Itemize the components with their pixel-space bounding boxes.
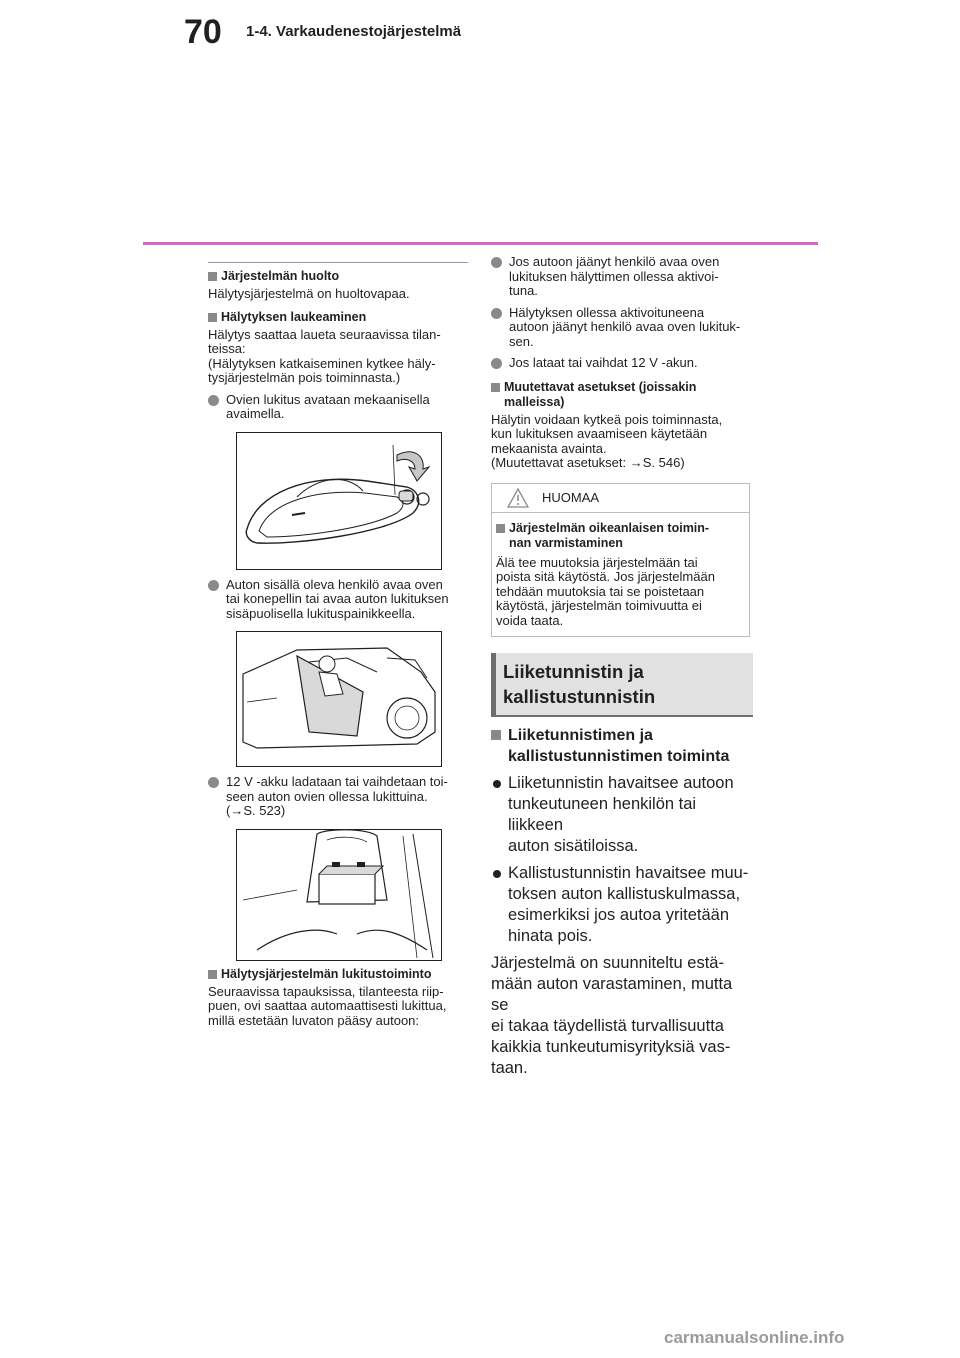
caution-text <box>496 556 743 629</box>
warning-triangle-icon <box>507 488 529 513</box>
text-line: Muutettavat asetukset (joissakin <box>504 379 697 394</box>
caution-header <box>492 484 749 513</box>
square-bullet-icon <box>208 970 217 979</box>
maintenance-heading-text: Järjestelmän huolto <box>221 269 340 283</box>
circle-bullet-icon <box>491 358 502 369</box>
text-line: tysjärjestelmän pois toiminnasta.) <box>208 370 401 385</box>
page-number: 70 <box>184 13 222 51</box>
text-line: Kallistustunnistin havaitsee muu- <box>508 864 749 882</box>
square-bullet-icon <box>208 272 217 281</box>
bullet-motion-sensor <box>491 773 753 857</box>
text-line: 12 V -akku ladataan tai vaihdetaan toi- <box>226 774 448 789</box>
circle-bullet-icon <box>208 777 219 788</box>
page-reference[interactable]: (→S. 523) <box>226 803 286 818</box>
circle-bullet-icon <box>493 780 501 788</box>
text-line: Järjestelmä on suunniteltu estä- <box>491 954 724 972</box>
text-line: puen, ovi saattaa automaattisesti lukittua, <box>208 998 447 1013</box>
text-line: taan. <box>491 1059 528 1077</box>
circle-bullet-icon <box>493 870 501 878</box>
text-line: Liiketunnistimen ja <box>508 727 653 744</box>
trigger-heading <box>208 310 468 325</box>
text-line: Älä tee muutoksia järjestelmään tai <box>496 554 698 570</box>
text-line: Auton sisällä oleva henkilö avaa oven <box>226 576 443 592</box>
circle-bullet-icon <box>491 257 502 268</box>
text-line: Hälytin voidaan kytkeä pois toiminnasta, <box>491 411 723 427</box>
lock-function-heading-text: Hälytysjärjestelmän lukitustoiminto <box>221 966 432 981</box>
custom-settings-text <box>491 413 753 471</box>
text-line: Järjestelmän oikeanlaisen toimin- <box>509 520 710 535</box>
text-line: esimerkiksi jos autoa yritetään <box>508 906 730 924</box>
section-title: 1-4. Varkaudenestojärjestelmä <box>246 23 462 40</box>
text-line: toksen auton kallistuskulmassa, <box>508 885 741 903</box>
text-line: malleissa) <box>504 394 565 409</box>
bullet-tilt-sensor <box>491 863 753 947</box>
text-line: auton sisätiloissa. <box>508 837 639 855</box>
sensor-heading <box>491 725 753 767</box>
text-line: kallistustunnistimen toiminta <box>508 748 730 765</box>
text-line: käytöstä, järjestelmän toimivuutta ei <box>496 598 702 613</box>
text-line: tehdään muutoksia tai se poistetaan <box>496 583 705 599</box>
watermark: carmanualsonline.info <box>664 1328 845 1347</box>
square-bullet-icon <box>208 313 217 322</box>
text-line: Liiketunnistin havaitsee autoon <box>508 774 734 792</box>
text-line: Jos lataat tai vaihdat 12 V -akun. <box>509 355 698 370</box>
closing-paragraph <box>491 953 753 1079</box>
circle-bullet-icon <box>491 308 502 319</box>
text-line: Hälytyksen ollessa aktivoituneena <box>509 304 705 320</box>
text-line: nan varmistaminen <box>509 535 623 550</box>
square-bullet-icon <box>491 730 501 740</box>
circle-bullet-icon <box>208 395 219 406</box>
battery-replacement-illustration <box>236 829 442 961</box>
lock-function-text <box>208 985 468 1029</box>
text-line: kaikkia tunkeutumisyrityksiä vas- <box>491 1038 731 1056</box>
trigger-text <box>208 328 468 386</box>
trigger-heading-text: Hälytyksen laukeaminen <box>221 309 367 324</box>
bullet-person-opens-door <box>491 255 753 299</box>
right-column <box>491 255 753 1079</box>
text-line: sisäpuolisella lukituspainikkeella. <box>226 605 416 621</box>
text-line: Jos autoon jäänyt henkilö avaa oven <box>509 254 720 269</box>
text-line: avaimella. <box>226 406 285 421</box>
text-line: tuna. <box>509 283 538 298</box>
text-line: Seuraavissa tapauksissa, tilanteesta riip- <box>208 983 444 999</box>
header-rule <box>143 242 818 245</box>
section-heading-line: kallistustunnistin <box>503 686 656 707</box>
text-line: Hälytys saattaa laueta seuraavissa tilan- <box>208 326 441 342</box>
square-bullet-icon <box>491 383 500 392</box>
text-line: teissa: <box>208 341 246 356</box>
section-heading-box <box>491 653 753 717</box>
bullet-mechanical-key <box>208 393 468 422</box>
section-heading-line: Liiketunnistin ja <box>503 661 644 682</box>
text-line: tunkeutuneen henkilön tai liikkeen <box>508 795 697 834</box>
text-line: ei takaa täydellistä turvallisuutta <box>491 1017 724 1035</box>
bullet-battery <box>491 356 753 371</box>
custom-settings-heading <box>491 380 753 410</box>
text-line: millä estetään luvaton pääsy autoon: <box>208 1012 420 1028</box>
text-line: (Hälytyksen katkaiseminen kytkee häly- <box>208 355 436 371</box>
maintenance-heading <box>208 269 468 284</box>
text-line: mekaanista avainta. <box>491 440 607 456</box>
text-line: lukituksen hälyttimen ollessa aktivoi- <box>509 268 719 284</box>
person-opening-door-illustration <box>236 631 442 767</box>
text-line: hinata pois. <box>508 927 593 945</box>
page-reference[interactable]: (Muutettavat asetukset: →S. 546) <box>491 455 685 470</box>
lock-function-heading <box>208 967 468 982</box>
text-line: tai konepellin tai avaa auton lukituksen <box>226 591 449 606</box>
text-line: seen auton ovien ollessa lukittuina. <box>226 788 428 804</box>
circle-bullet-icon <box>208 580 219 591</box>
bullet-inside-unlock <box>208 578 468 622</box>
caution-title: HUOMAA <box>542 489 600 505</box>
text-line: mään auton varastaminen, mutta se <box>491 975 733 1014</box>
text-line: kun lukituksen avaamiseen käytetään <box>491 426 708 441</box>
text-line: Ovien lukitus avataan mekaanisella <box>226 391 430 407</box>
maintenance-text: Hälytysjärjestelmä on huoltovapaa. <box>208 286 410 301</box>
left-column <box>208 262 468 1028</box>
bullet-battery-charge <box>208 775 468 819</box>
bullet-alarm-activated <box>491 306 753 350</box>
door-handle-key-illustration <box>236 432 442 570</box>
text-line: sen. <box>509 333 534 349</box>
column-top-rule <box>208 262 468 263</box>
text-line: voida taata. <box>496 612 564 628</box>
text-line: poista sitä käytöstä. Jos järjestelmään <box>496 569 715 584</box>
square-bullet-icon <box>496 524 505 533</box>
caution-box <box>491 483 750 638</box>
caution-heading <box>496 521 745 551</box>
text-line: autoon jäänyt henkilö avaa oven lukituk- <box>509 319 741 334</box>
